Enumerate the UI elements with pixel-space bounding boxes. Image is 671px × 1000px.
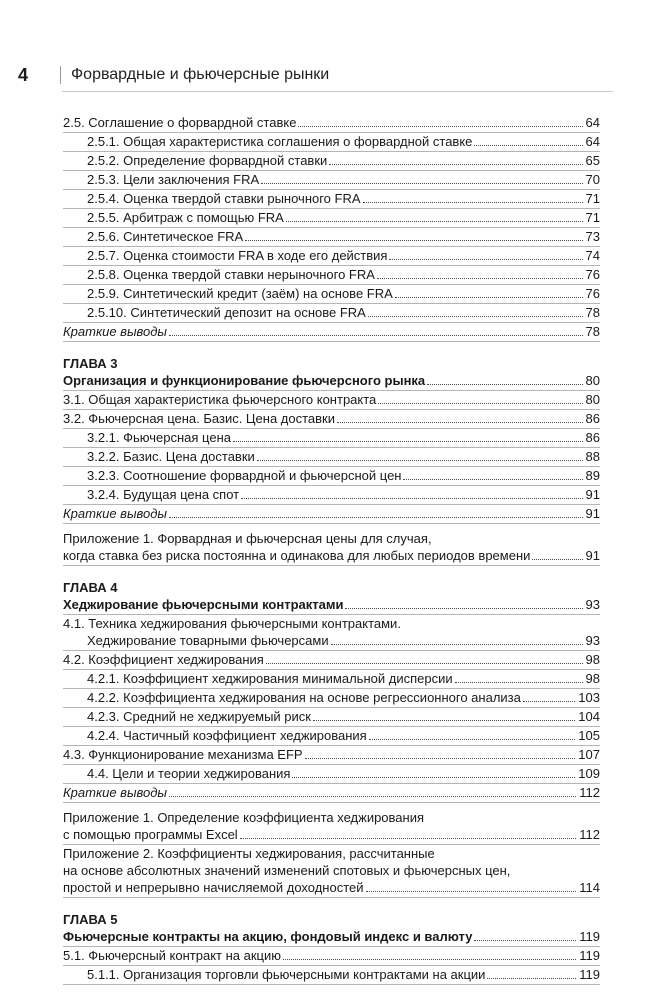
toc-entry-title: 3.2. Фьючерсная цена. Базис. Цена доставки bbox=[63, 411, 336, 426]
toc-page-number: 98 bbox=[585, 652, 600, 667]
dot-leader bbox=[427, 384, 582, 385]
toc-page-number: 71 bbox=[585, 191, 600, 206]
dot-leader bbox=[305, 758, 576, 759]
dot-leader bbox=[292, 777, 575, 778]
toc-page-number: 64 bbox=[585, 115, 600, 130]
toc-page-number: 70 bbox=[585, 172, 600, 187]
page-header bbox=[18, 63, 641, 87]
toc-entry-4-2-4[interactable] bbox=[63, 727, 600, 746]
dot-leader bbox=[286, 221, 583, 222]
toc-page-number: 80 bbox=[585, 373, 600, 388]
toc-entry-title: 2.5.2. Определение форвардной ставки bbox=[87, 153, 328, 168]
toc-entry-title: Организация и функционирование фьючерсного рынка bbox=[63, 373, 426, 388]
toc-entry-2-5-2[interactable] bbox=[63, 152, 600, 171]
table-of-contents bbox=[63, 114, 600, 985]
page-number: 4 bbox=[18, 64, 29, 85]
toc-entry-title: 2.5. Соглашение о форвардной ставке bbox=[63, 115, 297, 130]
toc-entry-2-5-7[interactable] bbox=[63, 247, 600, 266]
dot-leader bbox=[363, 202, 583, 203]
toc-entry-title: 2.5.10. Синтетический депозит на основе FRA bbox=[87, 305, 366, 320]
toc-entry-title-line: Приложение 1. Определение коэффициента хеджирования bbox=[63, 810, 425, 825]
toc-entry-5-1[interactable] bbox=[63, 947, 600, 966]
toc-entry-ch4-appendix-2[interactable] bbox=[63, 845, 600, 898]
dot-leader bbox=[474, 145, 582, 146]
toc-entry-3-2-2[interactable] bbox=[63, 448, 600, 467]
toc-page-number: 104 bbox=[578, 709, 600, 724]
toc-entry-chapter-4[interactable] bbox=[63, 596, 600, 615]
toc-page-number: 80 bbox=[585, 392, 600, 407]
toc-page-number: 78 bbox=[585, 324, 600, 339]
toc-entry-4-3[interactable] bbox=[63, 746, 600, 765]
toc-entry-2-5-10[interactable] bbox=[63, 304, 600, 323]
dot-leader bbox=[329, 164, 582, 165]
dot-leader bbox=[169, 796, 576, 797]
toc-entry-2-5-8[interactable] bbox=[63, 266, 600, 285]
dot-leader bbox=[395, 297, 583, 298]
dot-leader bbox=[345, 608, 582, 609]
dot-leader bbox=[377, 278, 583, 279]
toc-entry-title-line: Приложение 2. Коэффициенты хеджирования, рассчитанные bbox=[63, 846, 435, 861]
toc-page-number: 86 bbox=[585, 430, 600, 445]
chapter-label: ГЛАВА 3 bbox=[63, 356, 118, 371]
toc-entry-title-line: когда ставка без риска постоянна и одинакова для любых периодов времени bbox=[63, 548, 531, 563]
toc-page-number: 86 bbox=[585, 411, 600, 426]
toc-page-number: 107 bbox=[578, 747, 600, 762]
dot-leader bbox=[298, 126, 582, 127]
toc-entry-2-5-3[interactable] bbox=[63, 171, 600, 190]
toc-entry-title: 4.2.4. Частичный коэффициент хеджирования bbox=[87, 728, 367, 743]
toc-entry-title: 2.5.7. Оценка стоимости FRA в ходе его действия bbox=[87, 248, 388, 263]
dot-leader bbox=[169, 517, 583, 518]
dot-leader bbox=[337, 422, 583, 423]
toc-entry-title: 3.2.4. Будущая цена спот bbox=[87, 487, 240, 502]
toc-entry-title: Краткие выводы bbox=[63, 324, 167, 339]
dot-leader bbox=[240, 838, 577, 839]
toc-entry-summary-ch2[interactable] bbox=[63, 323, 600, 342]
toc-page-number: 74 bbox=[585, 248, 600, 263]
toc-entry-title: 4.2. Коэффициент хеджирования bbox=[63, 652, 264, 667]
dot-leader bbox=[169, 335, 583, 336]
toc-page-number: 91 bbox=[585, 506, 600, 521]
toc-page-number: 105 bbox=[578, 728, 600, 743]
toc-entry-2-5-6[interactable] bbox=[63, 228, 600, 247]
toc-entry-title: Фьючерсные контракты на акцию, фондовый индекс и валюту bbox=[63, 929, 473, 944]
toc-page-number: 109 bbox=[578, 766, 600, 781]
toc-entry-title: 3.2.2. Базис. Цена доставки bbox=[87, 449, 255, 464]
toc-page-number: 119 bbox=[579, 948, 600, 963]
toc-page-number: 93 bbox=[585, 597, 600, 612]
toc-entry-2-5-5[interactable] bbox=[63, 209, 600, 228]
toc-entry-title-line: простой и непрерывно начисляемой доходностей bbox=[63, 880, 364, 895]
toc-entry-3-1[interactable] bbox=[63, 391, 600, 410]
toc-entry-3-2-3[interactable] bbox=[63, 467, 600, 486]
toc-entry-2-5[interactable] bbox=[63, 114, 600, 133]
toc-entry-4-4[interactable] bbox=[63, 765, 600, 784]
toc-entry-5-1-1[interactable] bbox=[63, 966, 600, 985]
toc-entry-title: 3.1. Общая характеристика фьючерсного контракта bbox=[63, 392, 377, 407]
toc-entry-4-2-1[interactable] bbox=[63, 670, 600, 689]
toc-entry-summary-ch4[interactable] bbox=[63, 784, 600, 803]
dot-leader bbox=[369, 739, 576, 740]
toc-entry-title: 2.5.1. Общая характеристика соглашения о форвардной ставке bbox=[87, 134, 473, 149]
toc-page-number: 64 bbox=[585, 134, 600, 149]
dot-leader bbox=[532, 559, 582, 560]
toc-entry-title: 5.1. Фьючерсный контракт на акцию bbox=[63, 948, 281, 963]
dot-leader bbox=[474, 940, 576, 941]
toc-page-number: 71 bbox=[585, 210, 600, 225]
dot-leader bbox=[368, 316, 583, 317]
toc-entry-title: 2.5.4. Оценка твердой ставки рыночного FRA bbox=[87, 191, 361, 206]
toc-page-number: 119 bbox=[579, 967, 600, 982]
dot-leader bbox=[389, 259, 582, 260]
dot-leader bbox=[366, 891, 577, 892]
toc-entry-title: 4.2.1. Коэффициент хеджирования минимальной дисперсии bbox=[87, 671, 453, 686]
toc-page-number: 93 bbox=[585, 633, 600, 648]
toc-entry-2-5-1[interactable] bbox=[63, 133, 600, 152]
toc-entry-ch4-appendix-1[interactable] bbox=[63, 809, 600, 845]
toc-page-number: 91 bbox=[585, 548, 600, 563]
dot-leader bbox=[241, 498, 582, 499]
toc-entry-title: 2.5.3. Цели заключения FRA bbox=[87, 172, 260, 187]
dot-leader bbox=[261, 183, 582, 184]
toc-entry-title: 2.5.6. Синтетическое FRA bbox=[87, 229, 244, 244]
toc-entry-2-5-9[interactable] bbox=[63, 285, 600, 304]
toc-page-number: 112 bbox=[579, 827, 600, 842]
toc-entry-title: 3.2.3. Соотношение форвардной и фьючерсной цен bbox=[87, 468, 402, 483]
toc-entry-title: 4.4. Цели и теории хеджирования bbox=[87, 766, 291, 781]
toc-entry-4-2-3[interactable] bbox=[63, 708, 600, 727]
toc-entry-chapter-3[interactable] bbox=[63, 372, 600, 391]
toc-entry-title: 3.2.1. Фьючерсная цена bbox=[87, 430, 231, 445]
dot-leader bbox=[403, 479, 582, 480]
toc-entry-title: 4.2.2. Коэффициента хеджирования на основе регрессионного анализа bbox=[87, 690, 521, 705]
toc-entry-ch3-appendix-1[interactable] bbox=[63, 530, 600, 566]
toc-page-number: 103 bbox=[578, 690, 600, 705]
toc-entry-title: 2.5.5. Арбитраж с помощью FRA bbox=[87, 210, 284, 225]
toc-entry-chapter-5[interactable] bbox=[63, 928, 600, 947]
toc-page-number: 76 bbox=[585, 267, 600, 282]
toc-entry-title: 2.5.8. Оценка твердой ставки нерыночного FRA bbox=[87, 267, 375, 282]
toc-entry-3-2-1[interactable] bbox=[63, 429, 600, 448]
toc-entry-title: Краткие выводы bbox=[63, 506, 167, 521]
toc-entry-2-5-4[interactable] bbox=[63, 190, 600, 209]
toc-entry-title-line: на основе абсолютных значений изменений спотовых и фьючерсных цен, bbox=[63, 863, 511, 878]
dot-leader bbox=[266, 663, 583, 664]
header-divider bbox=[60, 66, 61, 84]
toc-entry-3-2-4[interactable] bbox=[63, 486, 600, 505]
dot-leader bbox=[257, 460, 583, 461]
toc-entry-title: 5.1.1. Организация торговли фьючерсными контрактами на акции bbox=[87, 967, 486, 982]
toc-entry-title-line: с помощью программы Excel bbox=[63, 827, 238, 842]
dot-leader bbox=[331, 644, 583, 645]
toc-entry-title: 4.3. Функционирование механизма EFP bbox=[63, 747, 303, 762]
running-title: Форвардные и фьючерсные рынки bbox=[71, 66, 330, 83]
toc-page-number: 65 bbox=[585, 153, 600, 168]
dot-leader bbox=[455, 682, 583, 683]
dot-leader bbox=[233, 441, 583, 442]
dot-leader bbox=[245, 240, 582, 241]
toc-page-number: 73 bbox=[585, 229, 600, 244]
toc-page-number: 114 bbox=[579, 880, 600, 895]
toc-entry-title: Краткие выводы bbox=[63, 785, 167, 800]
toc-page-number: 76 bbox=[585, 286, 600, 301]
toc-page-number: 119 bbox=[579, 929, 600, 944]
toc-entry-3-2[interactable] bbox=[63, 410, 600, 429]
dot-leader bbox=[378, 403, 582, 404]
toc-entry-title-line: Хеджирование товарными фьючерсами bbox=[87, 633, 329, 648]
toc-entry-title-line: 4.1. Техника хеджирования фьючерсными контрактами. bbox=[63, 616, 401, 631]
chapter-label: ГЛАВА 5 bbox=[63, 912, 118, 927]
toc-entry-title: 4.2.3. Средний не хеджируемый риск bbox=[87, 709, 311, 724]
toc-page-number: 112 bbox=[579, 785, 600, 800]
toc-page-number: 78 bbox=[585, 305, 600, 320]
toc-entry-title-line: Приложение 1. Форвардная и фьючерсная цены для случая, bbox=[63, 531, 432, 546]
dot-leader bbox=[313, 720, 575, 721]
dot-leader bbox=[487, 978, 576, 979]
toc-entry-title: 2.5.9. Синтетический кредит (заём) на основе FRA bbox=[87, 286, 393, 301]
dot-leader bbox=[283, 959, 576, 960]
toc-page-number: 98 bbox=[585, 671, 600, 686]
toc-page-number: 89 bbox=[585, 468, 600, 483]
toc-entry-4-1[interactable] bbox=[63, 615, 600, 651]
header-rule bbox=[62, 91, 613, 92]
chapter-label: ГЛАВА 4 bbox=[63, 580, 118, 595]
toc-entry-4-2[interactable] bbox=[63, 651, 600, 670]
toc-entry-title: Хеджирование фьючерсными контрактами bbox=[63, 597, 344, 612]
toc-page-number: 88 bbox=[585, 449, 600, 464]
toc-page-number: 91 bbox=[585, 487, 600, 502]
dot-leader bbox=[523, 701, 575, 702]
toc-entry-4-2-2[interactable] bbox=[63, 689, 600, 708]
toc-entry-summary-ch3[interactable] bbox=[63, 505, 600, 524]
